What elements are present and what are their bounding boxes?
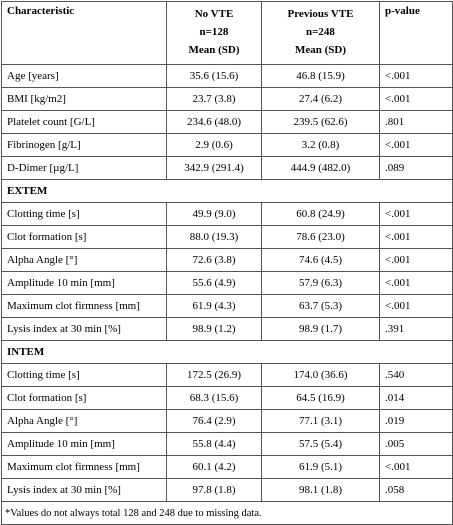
no-vte-value: 23.7 (3.8) [167, 88, 262, 111]
previous-vte-value: 239.5 (62.6) [262, 111, 380, 134]
p-value: .089 [380, 157, 453, 180]
previous-vte-value: 57.5 (5.4) [262, 433, 380, 456]
no-vte-value: 88.0 (19.3) [167, 226, 262, 249]
table-row [2, 318, 453, 341]
row-label: Clot formation [s] [2, 387, 167, 410]
row-label: Clotting time [s] [2, 203, 167, 226]
table-row [2, 249, 453, 272]
table-row [2, 387, 453, 410]
previous-vte-value: 63.7 (5.3) [262, 295, 380, 318]
header-previous-vte-n: n=248 [306, 26, 335, 38]
row-label: Clotting time [s] [2, 364, 167, 387]
previous-vte-value: 61.9 (5.1) [262, 456, 380, 479]
no-vte-value: 60.1 (4.2) [167, 456, 262, 479]
p-value: <.001 [380, 226, 453, 249]
no-vte-value: 68.3 (15.6) [167, 387, 262, 410]
previous-vte-value: 78.6 (23.0) [262, 226, 380, 249]
p-value: .058 [380, 479, 453, 502]
table-row [2, 456, 453, 479]
table-row [2, 111, 453, 134]
no-vte-value: 49.9 (9.0) [167, 203, 262, 226]
no-vte-value: 55.8 (4.4) [167, 433, 262, 456]
header-no-vte-n: n=128 [199, 26, 229, 38]
header-previous-vte-stat: Mean (SD) [294, 44, 347, 56]
p-value: <.001 [380, 456, 453, 479]
previous-vte-value: 98.9 (1.7) [262, 318, 380, 341]
previous-vte-value: 174.0 (36.6) [262, 364, 380, 387]
extem-section-row [2, 180, 453, 203]
previous-vte-value: 60.8 (24.9) [262, 203, 380, 226]
p-value: <.001 [380, 88, 453, 111]
previous-vte-value: 57.9 (6.3) [262, 272, 380, 295]
header-previous-vte [262, 2, 380, 65]
p-value: <.001 [380, 249, 453, 272]
no-vte-value: 72.6 (3.8) [167, 249, 262, 272]
table-row [2, 134, 453, 157]
row-label: Lysis index at 30 min [%] [2, 479, 167, 502]
row-label: Lysis index at 30 min [%] [2, 318, 167, 341]
no-vte-value: 234.6 (48.0) [167, 111, 262, 134]
header-no-vte-title: No VTE [194, 8, 234, 20]
no-vte-value: 172.5 (26.9) [167, 364, 262, 387]
p-value: .005 [380, 433, 453, 456]
row-label: Platelet count [G/L] [2, 111, 167, 134]
table-header-row [2, 2, 453, 65]
row-label: Fibrinogen [g/L] [2, 134, 167, 157]
p-value: .540 [380, 364, 453, 387]
table-row [2, 65, 453, 88]
table-row [2, 364, 453, 387]
row-label: Maximum clot firmness [mm] [2, 295, 167, 318]
no-vte-value: 61.9 (4.3) [167, 295, 262, 318]
table-row [2, 272, 453, 295]
table-row [2, 226, 453, 249]
previous-vte-value: 64.5 (16.9) [262, 387, 380, 410]
intem-section-title: INTEM [2, 341, 453, 364]
footnote: *Values do not always total 128 and 248 due to missing data. [2, 502, 453, 525]
p-value: <.001 [380, 203, 453, 226]
row-label: Alpha Angle [°] [2, 410, 167, 433]
header-characteristic: Characteristic [2, 2, 167, 65]
table-row [2, 203, 453, 226]
p-value: .014 [380, 387, 453, 410]
row-label: Amplitude 10 min [mm] [2, 272, 167, 295]
previous-vte-value: 74.6 (4.5) [262, 249, 380, 272]
previous-vte-value: 46.8 (15.9) [262, 65, 380, 88]
previous-vte-value: 77.1 (3.1) [262, 410, 380, 433]
previous-vte-value: 444.9 (482.0) [262, 157, 380, 180]
no-vte-value: 98.9 (1.2) [167, 318, 262, 341]
header-no-vte [167, 2, 262, 65]
p-value: <.001 [380, 65, 453, 88]
no-vte-value: 342.9 (291.4) [167, 157, 262, 180]
row-label: Age [years] [2, 65, 167, 88]
row-label: Alpha Angle [°] [2, 249, 167, 272]
header-p-value: p-value [380, 2, 453, 65]
header-no-vte-stat: Mean (SD) [188, 44, 240, 56]
no-vte-value: 55.6 (4.9) [167, 272, 262, 295]
previous-vte-value: 27.4 (6.2) [262, 88, 380, 111]
p-value: .391 [380, 318, 453, 341]
table-row [2, 410, 453, 433]
no-vte-value: 76.4 (2.9) [167, 410, 262, 433]
table-row [2, 433, 453, 456]
no-vte-value: 2.9 (0.6) [167, 134, 262, 157]
footnote-row [2, 502, 453, 525]
row-label: BMI [kg/m2] [2, 88, 167, 111]
row-label: Clot formation [s] [2, 226, 167, 249]
row-label: Maximum clot firmness [mm] [2, 456, 167, 479]
table-row [2, 157, 453, 180]
extem-section-title: EXTEM [2, 180, 453, 203]
row-label: Amplitude 10 min [mm] [2, 433, 167, 456]
data-table [1, 1, 453, 525]
p-value: <.001 [380, 134, 453, 157]
p-value: .801 [380, 111, 453, 134]
no-vte-value: 97.8 (1.8) [167, 479, 262, 502]
previous-vte-value: 98.1 (1.8) [262, 479, 380, 502]
p-value: <.001 [380, 272, 453, 295]
previous-vte-value: 3.2 (0.8) [262, 134, 380, 157]
p-value: <.001 [380, 295, 453, 318]
intem-section-row [2, 341, 453, 364]
table-body [2, 65, 453, 502]
table-row [2, 479, 453, 502]
p-value: .019 [380, 410, 453, 433]
no-vte-value: 35.6 (15.6) [167, 65, 262, 88]
header-previous-vte-title: Previous VTE [287, 8, 354, 20]
table-row [2, 295, 453, 318]
row-label: D-Dimer [µg/L] [2, 157, 167, 180]
table-row [2, 88, 453, 111]
